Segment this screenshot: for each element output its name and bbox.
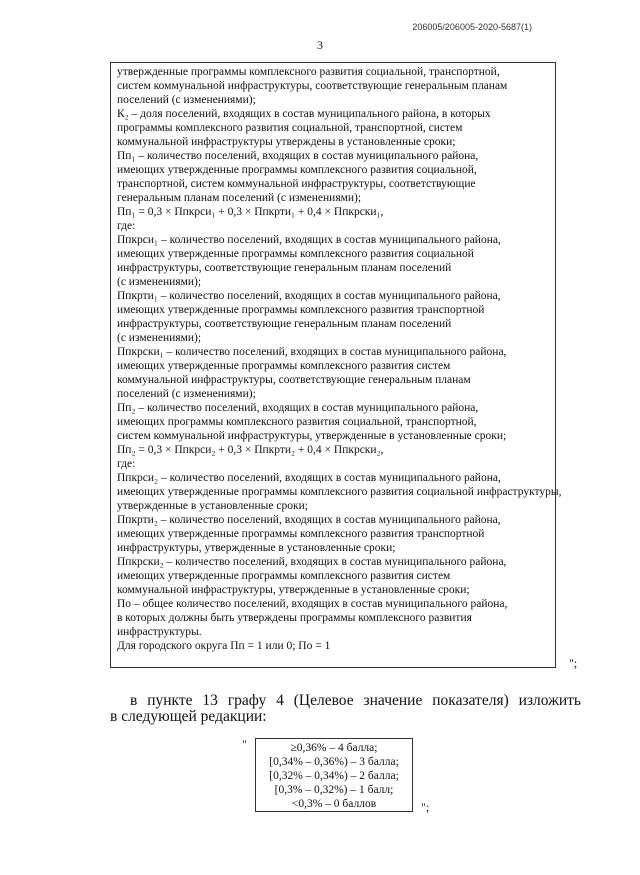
score-line: <0,3% – 0 баллов	[291, 798, 377, 810]
score-line: [0,34% – 0,36%) – 3 балла;	[269, 756, 399, 768]
score-line: ≥0,36% – 4 балла;	[290, 742, 378, 754]
score-line: [0,32% – 0,34%) – 2 балла;	[269, 770, 399, 782]
box-line: коммунальной инфраструктуры, соответствующие генеральным планам	[117, 374, 471, 386]
box-line: имеющих утвержденные программы комплексного развития транспортной	[117, 528, 485, 540]
score-line: [0,3% – 0,32%) – 1 балл;	[274, 784, 394, 796]
box-line: имеющих утвержденные программы комплексного развития социальной,	[117, 164, 477, 176]
page-number: 3	[317, 38, 323, 52]
box-line: имеющих утвержденные программы комплексного развития транспортной	[117, 304, 485, 316]
target-value-box	[255, 738, 413, 812]
box-line: инфраструктуры, утвержденные в установленные сроки;	[117, 542, 396, 554]
opening-quote: "	[242, 737, 247, 751]
document-id: 206005/206005-2020-5687(1)	[412, 22, 532, 32]
box-line: имеющих утвержденные программы комплексного развития социальной	[117, 248, 474, 260]
box-line: утвержденные в установленные сроки;	[117, 500, 308, 512]
box-line: Ппкрти₂ – количество поселений, входящих в состав муниципального района,	[117, 514, 501, 526]
box-line: транспортной, систем коммунальной инфраструктуры, соответствующие	[117, 178, 476, 190]
box-line: Ппкрси₂ – количество поселений, входящих в состав муниципального района,	[117, 472, 501, 484]
box-line: Пп₁ – количество поселений, входящих в состав муниципального района,	[117, 150, 479, 162]
box-line: имеющих утвержденные программы комплексного развития систем	[117, 360, 451, 372]
formula-definitions-box	[110, 62, 562, 668]
box-line: По – общее количество поселений, входящих в состав муниципального района,	[117, 598, 508, 610]
box-line: в которых должны быть утверждены программы комплексного развития	[117, 612, 472, 624]
box-line: имеющих утвержденные программы комплексного развития социальной инфраструктуры,	[117, 486, 562, 498]
box-line: где:	[117, 220, 136, 232]
box-line: систем коммунальной инфраструктуры, соответствующие генеральным планам	[117, 80, 508, 92]
box-line: Ппкрси₁ – количество поселений, входящих в состав муниципального района,	[117, 234, 501, 246]
box-line: (с изменениями);	[117, 276, 202, 288]
box-line: поселений (с изменениями);	[117, 388, 256, 400]
box-line: К₂ – доля поселений, входящих в состав муниципального района, в которых	[117, 108, 491, 120]
box-line: инфраструктуры.	[117, 626, 202, 638]
instruction-paragraph-continued: в следующей редакции:	[110, 708, 267, 725]
formula-line: Пп₁ = 0,3 × Ппкрси₁ + 0,3 × Ппкрти₁ + 0,4 × Ппкрски₁,	[117, 206, 384, 218]
box-line: Пп₂ – количество поселений, входящих в состав муниципального района,	[117, 402, 479, 414]
box-line: имеющих программы комплексного развития социальной, транспортной,	[117, 416, 477, 428]
box-line: Для городского округа Пп = 1 или 0; По = 1	[117, 640, 331, 652]
formula-line: Пп₂ = 0,3 × Ппкрси₂ + 0,3 × Ппкрти₂ + 0,4 × Ппкрски₂,	[117, 444, 384, 456]
box-line: поселений (с изменениями);	[117, 94, 256, 106]
box-line: утвержденные программы комплексного развития социальной, транспортной,	[117, 66, 500, 78]
box-line: коммунальной инфраструктуры утверждены в установленные сроки;	[117, 136, 456, 148]
box-line: где:	[117, 458, 136, 470]
box-line: коммунальной инфраструктуры, утвержденные в установленные сроки;	[117, 584, 470, 596]
box-line: Ппкрски₂ – количество поселений, входящих в состав муниципального района,	[117, 556, 507, 568]
closing-quote: ";	[421, 800, 430, 814]
box-line: генеральным планам поселений (с изменениями);	[117, 192, 362, 204]
box-line: (с изменениями);	[117, 332, 202, 344]
box-line: инфраструктуры, соответствующие генеральным планам поселений	[117, 262, 452, 274]
box-line: Ппкрти₁ – количество поселений, входящих в состав муниципального района,	[117, 290, 501, 302]
closing-quote: ";	[569, 656, 578, 670]
box-line: имеющих утвержденные программы комплексного развития систем	[117, 570, 451, 582]
instruction-paragraph: в пункте 13 графу 4 (Целевое значение показателя) изложить	[130, 692, 581, 709]
box-line: систем коммунальной инфраструктуры, утвержденные в установленные сроки;	[117, 430, 507, 442]
box-line: инфраструктуры, соответствующие генеральным планам поселений	[117, 318, 452, 330]
box-line: программы комплексного развития социальной, транспортной, систем	[117, 122, 463, 134]
box-line: Ппкрски₁ – количество поселений, входящих в состав муниципального района,	[117, 346, 507, 358]
